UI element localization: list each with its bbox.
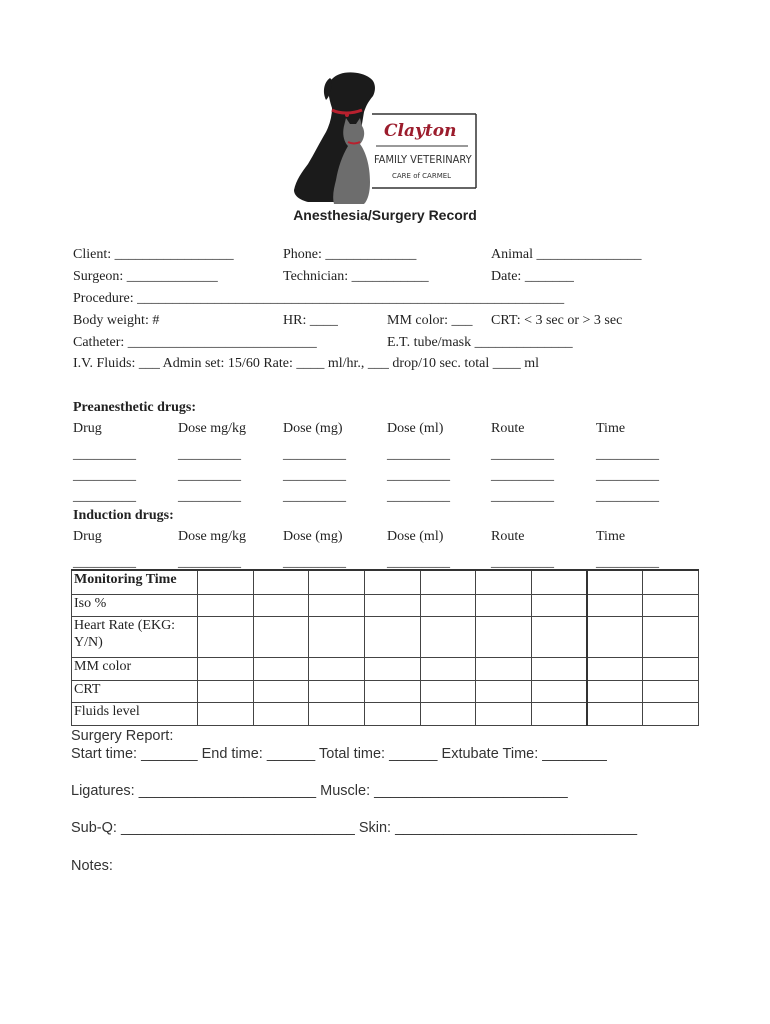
pre-blank[interactable]: _________ <box>387 447 450 462</box>
crt-field[interactable]: CRT: < 3 sec or > 3 sec <box>491 313 623 328</box>
procedure-field[interactable]: Procedure: _____________________________________________________________ <box>73 291 565 306</box>
table-cell[interactable] <box>420 594 476 616</box>
mm-color-label: MM color <box>72 657 198 680</box>
table-cell[interactable] <box>309 680 365 702</box>
logo-name: Clayton <box>384 121 457 141</box>
table-cell[interactable] <box>309 702 365 725</box>
table-cell[interactable] <box>587 702 643 725</box>
table-cell[interactable] <box>198 594 254 616</box>
table-cell[interactable] <box>587 657 643 680</box>
table-cell[interactable] <box>198 657 254 680</box>
heart-rate-label: Heart Rate (EKG: Y/N) <box>72 616 198 657</box>
ind-col-dose-mg: Dose (mg) <box>283 529 343 544</box>
dog-cat-logo-graphic <box>288 72 480 206</box>
ind-blank[interactable]: _________ <box>491 555 554 570</box>
surgery-report-heading: Surgery Report: <box>71 728 174 744</box>
table-cell[interactable] <box>476 702 532 725</box>
pre-blank[interactable]: _________ <box>596 447 659 462</box>
table-cell[interactable] <box>476 657 532 680</box>
pre-col-time: Time <box>596 421 626 436</box>
table-cell[interactable] <box>253 616 309 657</box>
table-cell[interactable] <box>476 570 532 594</box>
pre-col-dose-mg: Dose (mg) <box>283 421 343 436</box>
table-cell[interactable] <box>198 702 254 725</box>
table-row <box>72 594 699 616</box>
table-cell[interactable] <box>420 570 476 594</box>
table-row <box>72 680 699 702</box>
pre-blank[interactable]: _________ <box>178 489 241 504</box>
et-tube-field[interactable]: E.T. tube/mask ______________ <box>387 335 573 350</box>
table-cell[interactable] <box>309 570 365 594</box>
table-cell[interactable] <box>643 616 699 657</box>
ind-col-time: Time <box>596 529 626 544</box>
table-cell[interactable] <box>420 702 476 725</box>
notes-label: Notes: <box>71 858 113 874</box>
pre-col-route: Route <box>491 421 525 436</box>
pre-blank[interactable]: _________ <box>73 447 136 462</box>
table-row <box>72 702 699 725</box>
crt-label: CRT <box>72 680 198 702</box>
ind-col-route: Route <box>491 529 525 544</box>
ligatures-field[interactable]: Ligatures: ______________________ Muscle: ________________________ <box>71 783 568 799</box>
table-cell[interactable] <box>476 616 532 657</box>
pre-blank[interactable]: _________ <box>73 489 136 504</box>
pre-blank[interactable]: _________ <box>491 468 554 483</box>
monitoring-time-label: Monitoring Time <box>72 570 198 594</box>
table-cell[interactable] <box>643 570 699 594</box>
table-cell[interactable] <box>531 680 587 702</box>
table-cell[interactable] <box>587 570 643 594</box>
table-cell[interactable] <box>643 702 699 725</box>
fluids-level-label: Fluids level <box>72 702 198 725</box>
induction-heading: Induction drugs: <box>73 508 174 523</box>
table-cell[interactable] <box>253 657 309 680</box>
technician-field[interactable]: Technician: ___________ <box>283 269 429 284</box>
pre-blank[interactable]: _________ <box>178 447 241 462</box>
logo-line3: CARE of CARMEL <box>392 172 452 180</box>
table-row <box>72 570 699 594</box>
table-cell[interactable] <box>253 680 309 702</box>
table-cell[interactable] <box>476 594 532 616</box>
table-row <box>72 616 699 657</box>
table-cell[interactable] <box>476 680 532 702</box>
ind-blank[interactable]: _________ <box>283 555 346 570</box>
table-cell[interactable] <box>364 680 420 702</box>
iso-label: Iso % <box>72 594 198 616</box>
ind-col-drug: Drug <box>73 529 102 544</box>
ind-col-dose-mgkg: Dose mg/kg <box>178 529 247 544</box>
pre-blank[interactable]: _________ <box>178 468 241 483</box>
table-cell[interactable] <box>420 616 476 657</box>
ind-blank[interactable]: _________ <box>178 555 241 570</box>
pre-blank[interactable]: _________ <box>283 489 346 504</box>
logo-line2: FAMILY VETERINARY <box>374 153 472 166</box>
pre-blank[interactable]: _________ <box>73 468 136 483</box>
table-cell[interactable] <box>309 616 365 657</box>
pre-col-drug: Drug <box>73 421 102 436</box>
pre-blank[interactable]: _________ <box>283 468 346 483</box>
table-cell[interactable] <box>531 616 587 657</box>
pre-blank[interactable]: _________ <box>491 447 554 462</box>
client-field[interactable]: Client: _________________ <box>73 247 234 262</box>
table-cell[interactable] <box>531 657 587 680</box>
table-cell[interactable] <box>253 594 309 616</box>
table-row <box>72 657 699 680</box>
mm-color-field[interactable]: MM color: ___ <box>387 313 473 328</box>
pre-blank[interactable]: _________ <box>596 468 659 483</box>
date-field[interactable]: Date: _______ <box>491 269 574 284</box>
ind-col-dose-ml: Dose (ml) <box>387 529 444 544</box>
surgery-times-field[interactable]: Start time: _______ End time: ______ Total time: ______ Extubate Time: ________ <box>71 746 607 762</box>
table-cell[interactable] <box>309 657 365 680</box>
subq-field[interactable]: Sub-Q: _____________________________ Skin: ______________________________ <box>71 820 638 836</box>
surgeon-field[interactable]: Surgeon: _____________ <box>73 269 218 284</box>
catheter-field[interactable]: Catheter: ___________________________ <box>73 335 317 350</box>
body-weight-field[interactable]: Body weight: # <box>73 313 160 328</box>
animal-field[interactable]: Animal _______________ <box>491 247 642 262</box>
ind-blank[interactable]: _________ <box>596 555 659 570</box>
iv-fluids-field[interactable]: I.V. Fluids: ___ Admin set: 15/60 Rate: ____ ml/hr., ___ drop/10 sec. total ____ ml <box>73 356 540 371</box>
ind-blank[interactable]: _________ <box>73 555 136 570</box>
preanesthetic-heading: Preanesthetic drugs: <box>73 400 196 415</box>
table-cell[interactable] <box>587 616 643 657</box>
pre-blank[interactable]: _________ <box>596 489 659 504</box>
table-cell[interactable] <box>587 594 643 616</box>
table-cell[interactable] <box>420 680 476 702</box>
table-cell[interactable] <box>364 657 420 680</box>
table-cell[interactable] <box>253 702 309 725</box>
table-cell[interactable] <box>643 594 699 616</box>
ind-blank[interactable]: _________ <box>387 555 450 570</box>
phone-field[interactable]: Phone: _____________ <box>283 247 417 262</box>
table-cell[interactable] <box>364 702 420 725</box>
table-cell[interactable] <box>643 657 699 680</box>
page-title: Anesthesia/Surgery Record <box>293 207 477 223</box>
table-cell[interactable] <box>531 702 587 725</box>
table-cell[interactable] <box>531 570 587 594</box>
table-cell[interactable] <box>587 680 643 702</box>
table-cell[interactable] <box>531 594 587 616</box>
pre-col-dose-mgkg: Dose mg/kg <box>178 421 247 436</box>
table-cell[interactable] <box>309 594 365 616</box>
table-cell[interactable] <box>364 570 420 594</box>
clinic-logo <box>288 72 480 206</box>
table-cell[interactable] <box>198 680 254 702</box>
pre-col-dose-ml: Dose (ml) <box>387 421 444 436</box>
table-cell[interactable] <box>198 570 254 594</box>
table-cell[interactable] <box>643 680 699 702</box>
pre-blank[interactable]: _________ <box>387 468 450 483</box>
table-cell[interactable] <box>364 594 420 616</box>
table-cell[interactable] <box>364 616 420 657</box>
pre-blank[interactable]: _________ <box>283 447 346 462</box>
table-cell[interactable] <box>198 616 254 657</box>
monitoring-table <box>71 569 699 726</box>
hr-field[interactable]: HR: ____ <box>283 313 338 328</box>
table-cell[interactable] <box>420 657 476 680</box>
table-cell[interactable] <box>253 570 309 594</box>
pre-blank[interactable]: _________ <box>387 489 450 504</box>
pre-blank[interactable]: _________ <box>491 489 554 504</box>
